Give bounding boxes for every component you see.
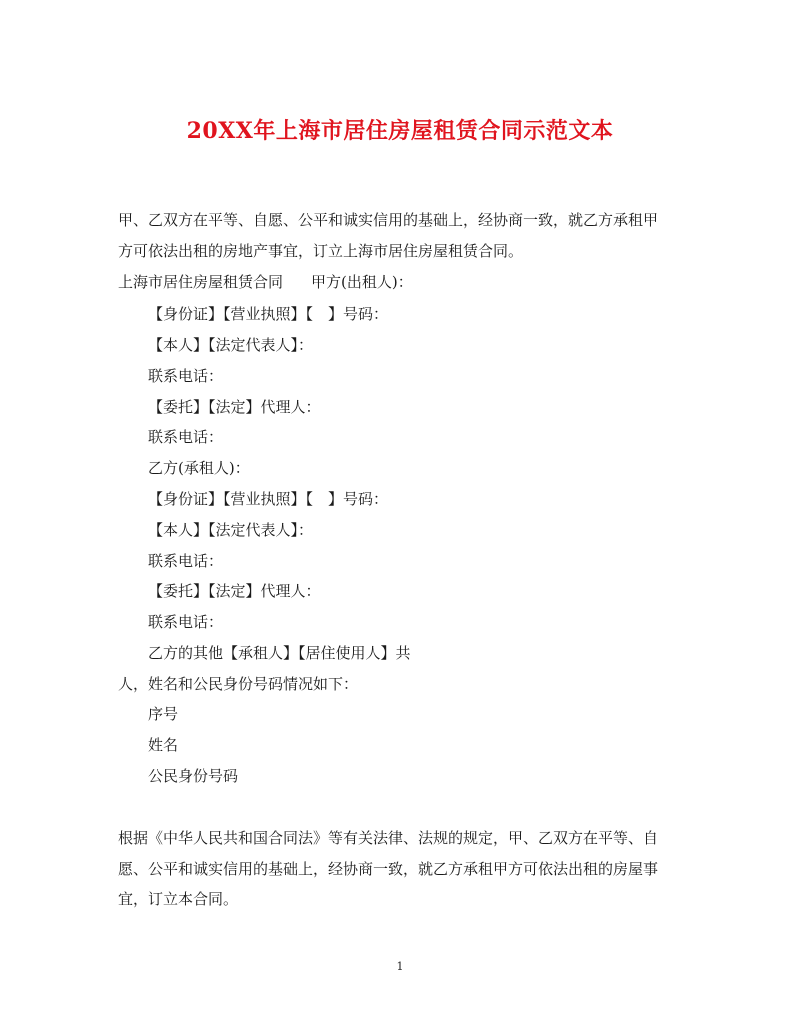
intro-line-1: 甲、乙双方在平等、自愿、公平和诚实信用的基础上，经协商一致，就乙方承租甲 [118,211,659,229]
field-name: 姓名 [148,736,179,754]
party-a-representative-line: 【本人】【法定代表人】： [148,336,314,354]
party-b-agent-line: 【委托】【法定】代理人： [148,582,321,600]
party-b-others-line-1: 乙方的其他【承租人】【居住使用人】共 [148,644,411,662]
party-b-id-line: 【身份证】【营业执照】【 】号码： [148,490,389,508]
document-title: 20XX年上海市居住房屋租赁合同示范文本 [186,118,614,144]
field-id-number: 公民身份号码 [148,767,239,785]
party-b-phone-1: 联系电话： [148,552,224,570]
intro-line-2: 方可依法出租的房地产事宜，订立上海市居住房屋租赁合同。 [118,242,524,260]
party-b-phone-2: 联系电话： [148,613,224,631]
party-a-label: 甲方(出租人)： [311,273,413,291]
party-b-label: 乙方(承租人)： [148,459,250,477]
party-a-phone-2: 联系电话： [148,428,224,446]
contract-name: 上海市居住房屋租赁合同 [118,273,284,291]
party-b-representative-line: 【本人】【法定代表人】： [148,521,314,539]
contract-header-line [118,272,413,292]
party-a-agent-line: 【委托】【法定】代理人： [148,398,321,416]
party-b-others-line-2: 人，姓名和公民身份号码情况如下： [118,675,359,693]
closing-line-1: 根据《中华人民共和国合同法》等有关法律、法规的规定，甲、乙双方在平等、自 [118,829,659,847]
closing-line-3: 宜，订立本合同。 [118,890,239,908]
party-a-phone-1: 联系电话： [148,367,224,385]
party-a-id-line: 【身份证】【营业执照】【 】号码： [148,305,389,323]
closing-line-2: 愿、公平和诚实信用的基础上，经协商一致，就乙方承租甲方可依法出租的房屋事 [118,860,659,878]
page-number: 1 [396,960,404,973]
field-sequence-number: 序号 [148,705,179,723]
